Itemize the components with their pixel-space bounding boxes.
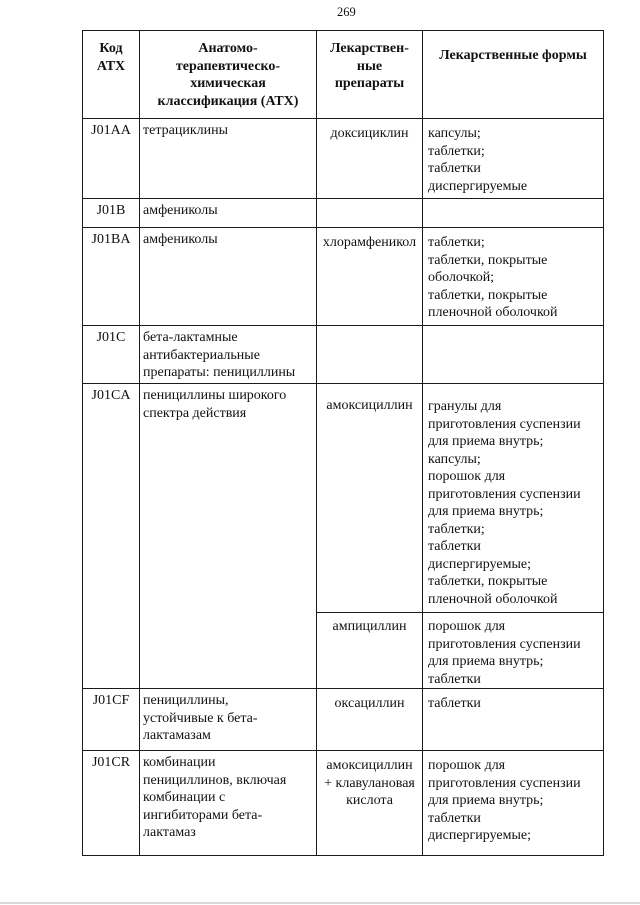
table-row — [83, 228, 604, 326]
cell-atc-code: J01CF — [83, 689, 140, 751]
cell-classification: бета-лактамные антибактериальные препараты: пенициллины — [140, 326, 317, 384]
cell-classification: пенициллины широкого спектра действия — [140, 384, 317, 689]
scan-edge-line — [0, 902, 640, 904]
cell-atc-code: J01B — [83, 199, 140, 228]
table-row — [83, 384, 604, 613]
cell-atc-code: J01C — [83, 326, 140, 384]
cell-dosage-forms: порошок для приготовления суспензии для приема внутрь; таблетки диспергируемые; — [423, 751, 604, 856]
table-header-row — [83, 31, 604, 119]
cell-atc-code: J01BA — [83, 228, 140, 326]
table-row — [83, 199, 604, 228]
cell-classification: комбинации пенициллинов, включая комбинации с ингибиторами бета- лактамаз — [140, 751, 317, 856]
page-number: 269 — [337, 5, 356, 19]
table-row — [83, 119, 604, 199]
cell-dosage-forms: гранулы для приготовления суспензии для приема внутрь; капсулы; порошок для приготовления суспензии для приема внутрь; таблетки; таблетки диспергируемые; таблетки, покрытые пленочной оболочкой — [423, 384, 604, 613]
cell-drug-name: оксациллин — [317, 689, 423, 751]
cell-drug-name: хлорамфеникол — [317, 228, 423, 326]
atc-drug-table — [82, 30, 604, 856]
cell-drug-name-empty — [317, 199, 423, 228]
cell-drug-name: ампициллин — [317, 613, 423, 689]
cell-classification: амфениколы — [140, 199, 317, 228]
cell-atc-code: J01AA — [83, 119, 140, 199]
table-row — [83, 751, 604, 856]
cell-dosage-forms: таблетки; таблетки, покрытые оболочкой; таблетки, покрытые пленочной оболочкой — [423, 228, 604, 326]
table-row — [83, 689, 604, 751]
table-row — [83, 326, 604, 384]
table-body — [83, 119, 604, 856]
cell-classification: тетрациклины — [140, 119, 317, 199]
cell-drug-name: амоксициллин + клавулановая кислота — [317, 751, 423, 856]
header-classification: Анатомо- терапевтическо- химическая классификация (АТХ) — [140, 31, 317, 119]
cell-classification: амфениколы — [140, 228, 317, 326]
cell-classification: пенициллины, устойчивые к бета- лактамазам — [140, 689, 317, 751]
cell-drug-name-empty — [317, 326, 423, 384]
cell-dosage-forms: порошок для приготовления суспензии для приема внутрь; таблетки — [423, 613, 604, 689]
cell-drug-name: амоксициллин — [317, 384, 423, 613]
cell-atc-code: J01CR — [83, 751, 140, 856]
cell-drug-name: доксициклин — [317, 119, 423, 199]
header-code: Код АТХ — [83, 31, 140, 119]
cell-dosage-forms: капсулы; таблетки; таблетки диспергируемые — [423, 119, 604, 199]
header-forms: Лекарственные формы — [423, 31, 604, 119]
table-header — [83, 31, 604, 119]
cell-dosage-forms-empty — [423, 199, 604, 228]
cell-dosage-forms-empty — [423, 326, 604, 384]
cell-dosage-forms: таблетки — [423, 689, 604, 751]
cell-atc-code: J01CA — [83, 384, 140, 689]
header-drugs: Лекарствен- ные препараты — [317, 31, 423, 119]
